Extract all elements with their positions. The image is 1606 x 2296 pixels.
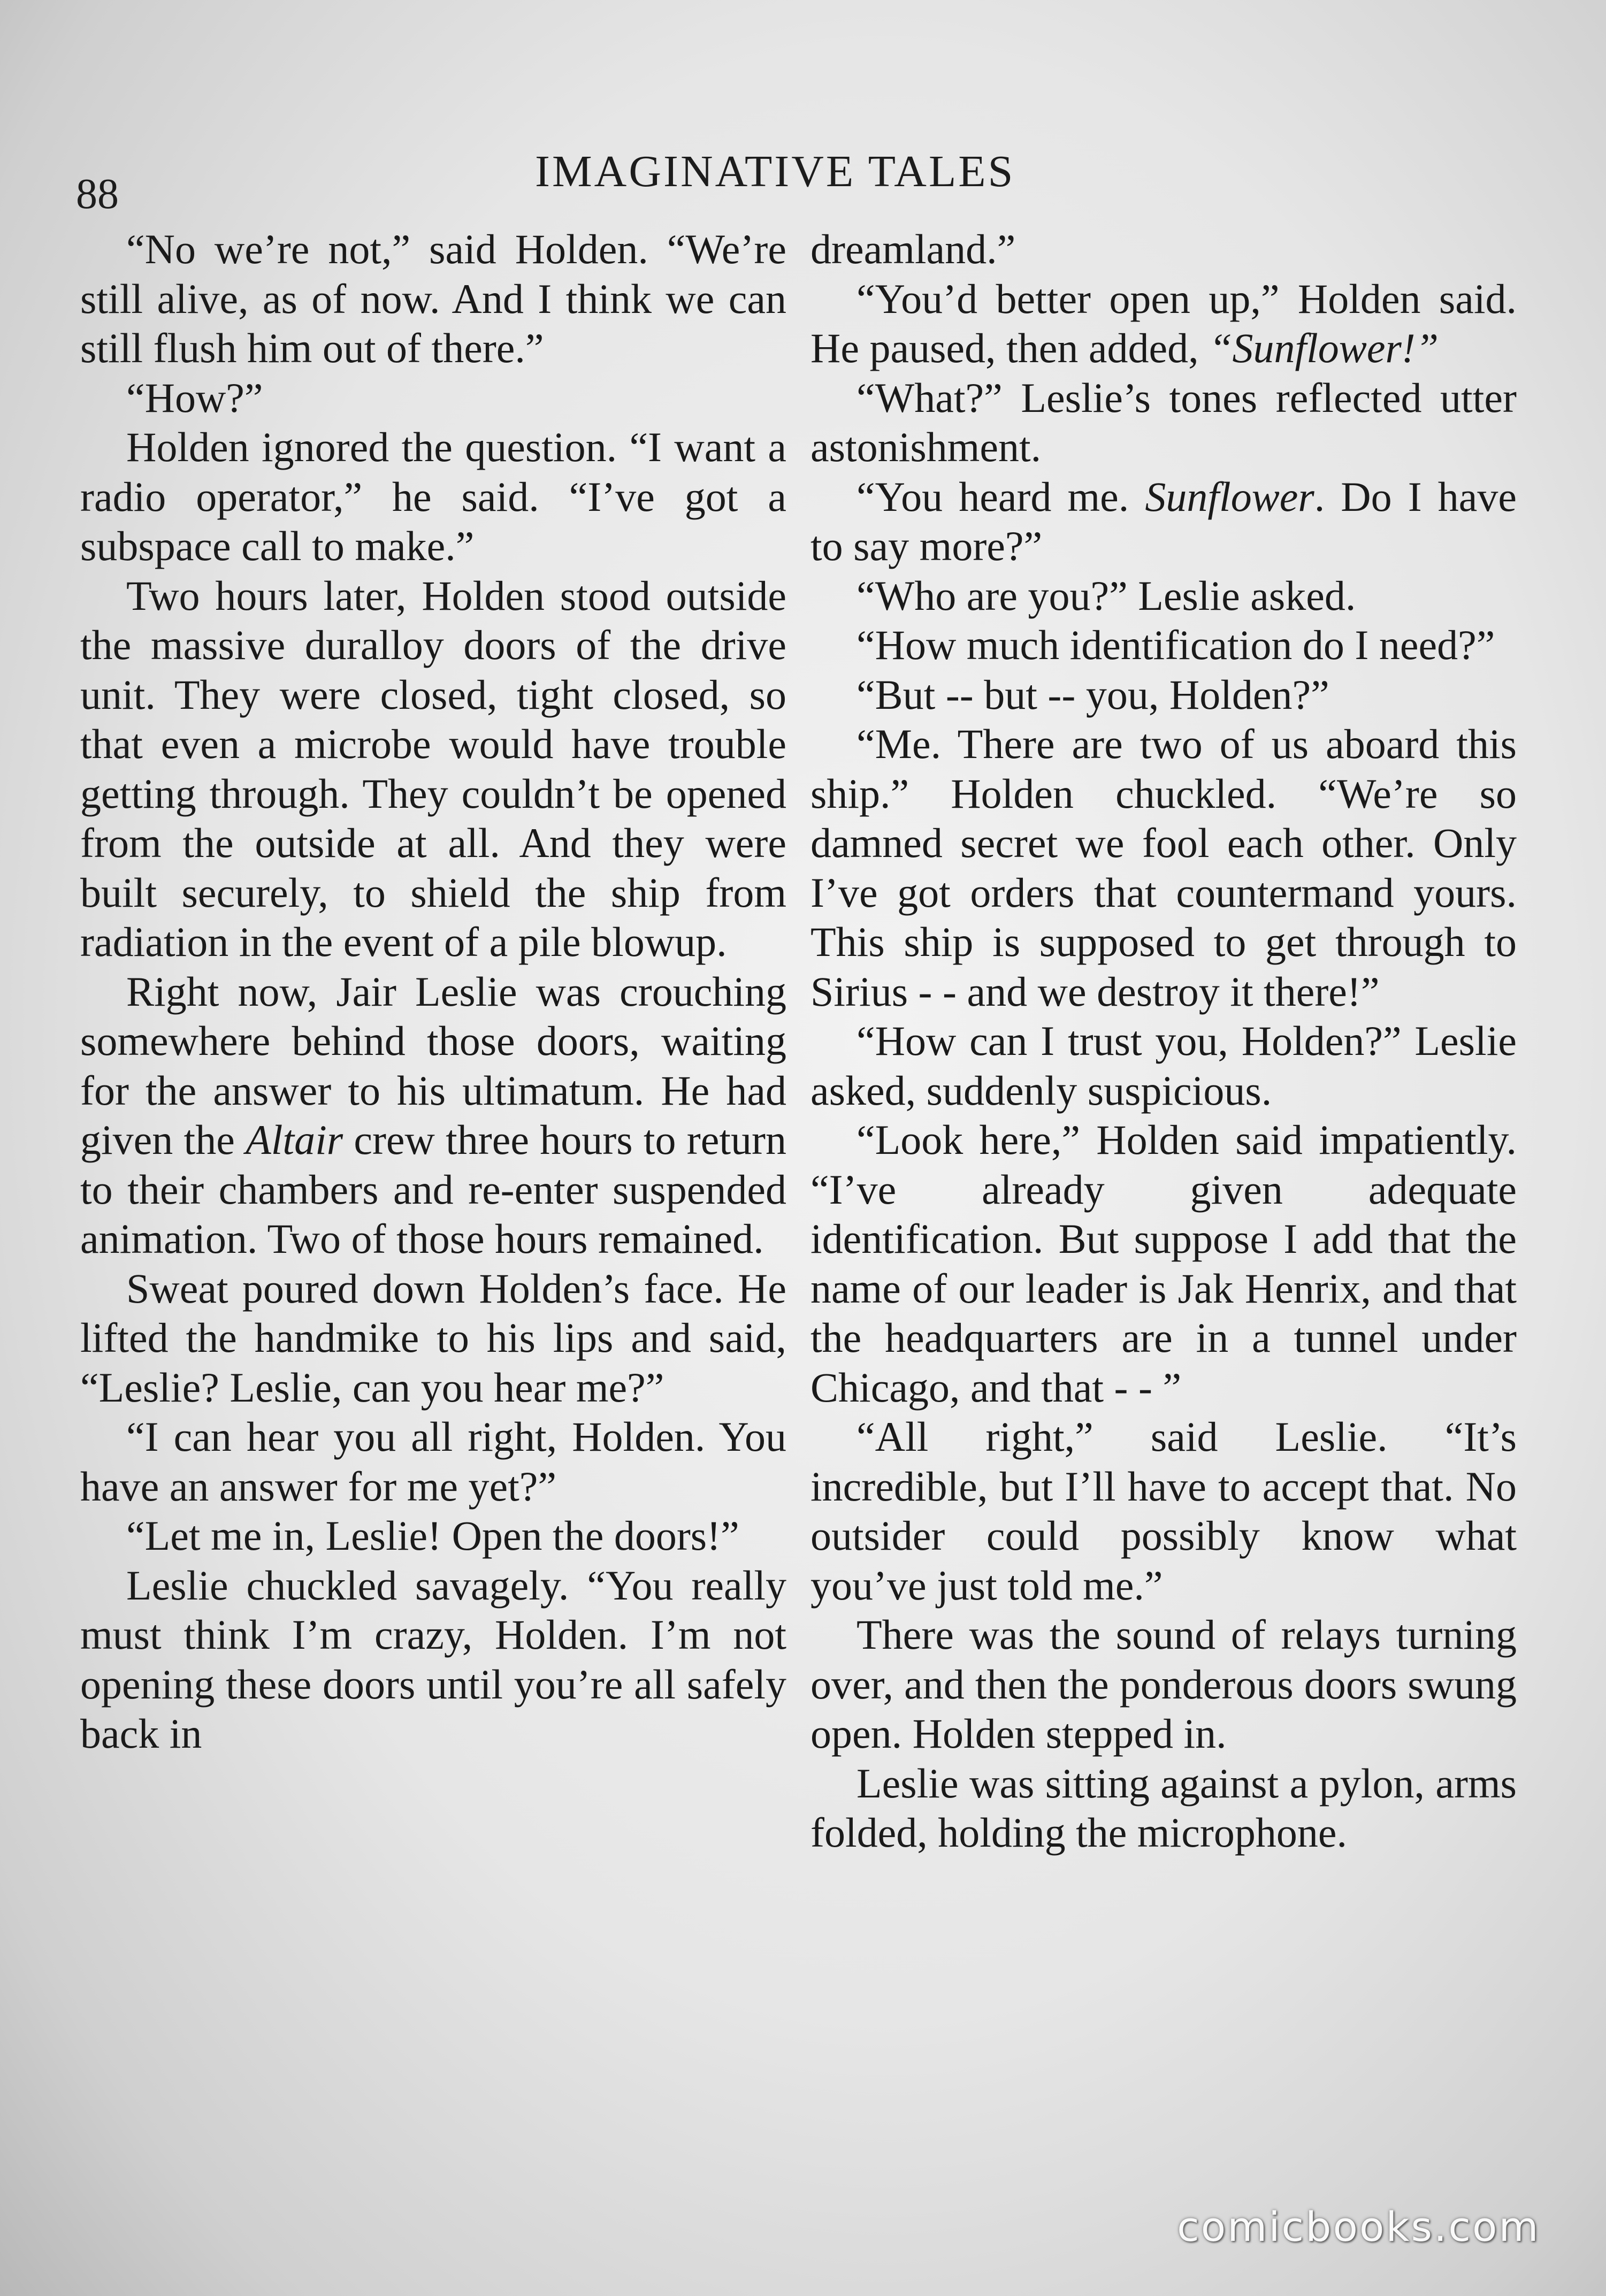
paragraph: “How?” [126, 374, 263, 421]
paragraph: “All right,” said Leslie. “It’s incredible, but I’ll have to accept that. No outsider could possibly know what you’ve just told me.” [810, 1413, 1517, 1609]
paragraph [810, 472, 1517, 571]
paragraph [80, 967, 786, 1264]
paragraph: There was the sound of relays turning over, and then the ponderous doors swung open. Holden stepped in. [810, 1611, 1517, 1757]
paragraph: Sweat poured down Holden’s face. He lifted the handmike to his lips and said, “Leslie? Leslie, can you hear me?” [80, 1265, 786, 1411]
text-run: “You heard me. [856, 473, 1145, 520]
paragraph: “I can hear you all right, Holden. You have an answer for me yet?” [80, 1413, 786, 1510]
paragraph: “How much identification do I need?” [856, 622, 1495, 668]
ship-name: Altair [246, 1116, 343, 1163]
code-word: “Sunflower!” [1209, 325, 1439, 371]
paragraph: “No we’re not,” said Holden. “We’re still alive, as of now. And I think we can still flush him out of there.” [80, 226, 786, 371]
paragraph [810, 274, 1517, 373]
paragraph: Leslie was sitting against a pylon, arms folded, holding the microphone. [810, 1759, 1517, 1856]
text-run: . Do I have to say more?” [810, 473, 1517, 569]
paragraph: “Who are you?” Leslie asked. [856, 572, 1356, 619]
paragraph: “Let me in, Leslie! Open the doors!” [126, 1512, 739, 1559]
paragraph: “How can I trust you, Holden?” Leslie asked, suddenly suspicious. [810, 1017, 1517, 1114]
paragraph: Two hours later, Holden stood outside the massive duralloy doors of the drive unit. They were closed, tight closed, so that even a microbe would have trouble getting through. They couldn’t be opened from the outside at all. And they were built securely, to shield the ship from radiation in the event of a pile blowup. [80, 572, 786, 965]
paragraph: dreamland.” [810, 226, 1016, 272]
code-word: Sunflower [1145, 473, 1314, 520]
page-number: 88 [76, 171, 119, 218]
paragraph: Leslie chuckled savagely. “You really must think I’m crazy, Holden. I’m not opening these doors until you’re all safely back in [80, 1562, 786, 1757]
paragraph: “But -- but -- you, Holden?” [856, 671, 1329, 718]
text-run: crew three hours to return to their chambers and re-enter suspended animation. Two of those hours remained. [80, 1116, 786, 1262]
paragraph: “What?” Leslie’s tones reflected utter astonishment. [810, 374, 1517, 470]
paragraph: “Look here,” Holden said impatiently. “I’ve already given adequate identification. But suppose I add that the name of our leader is Jak Henrix, and that the headquarters are in a tunnel under Chicago, and that - - ” [810, 1116, 1517, 1411]
watermark: comicbooks.com [1177, 2203, 1540, 2251]
paragraph: “Me. There are two of us aboard this ship.” Holden chuckled. “We’re so damned secret we fool each other. Only I’ve got orders that countermand yours. This ship is supposed to get through to Sirius - - and we destroy it there!” [810, 721, 1517, 1015]
page-header [0, 140, 1606, 218]
text-run: “You’d better open up,” Holden said. He paused, then added, [810, 275, 1517, 371]
paragraph: Holden ignored the question. “I want a radio operator,” he said. “I’ve got a subspace call to make.” [80, 424, 786, 569]
running-head: IMAGINATIVE TALES [535, 147, 1015, 196]
left-column [80, 225, 786, 1759]
text-run: Right now, Jair Leslie was crouching somewhere behind those doors, waiting for the answer to his ultimatum. He had given the [80, 968, 786, 1163]
right-column [810, 225, 1517, 1858]
